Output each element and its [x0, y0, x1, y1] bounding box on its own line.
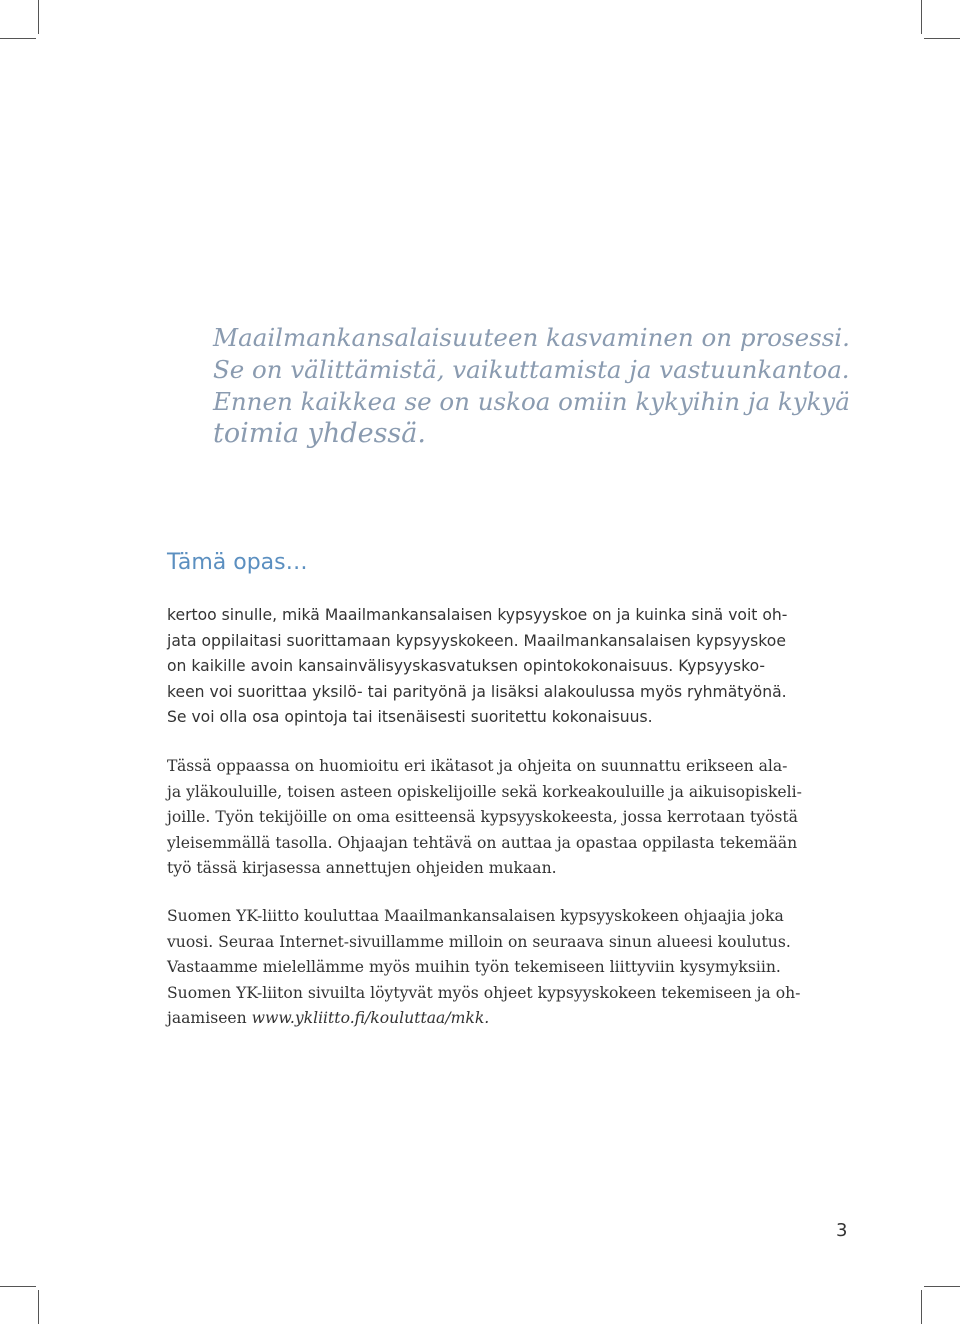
crop-mark-top-left-horizontal	[0, 38, 36, 39]
crop-mark-top-left-vertical	[38, 0, 39, 34]
paragraph-last-line	[167, 1006, 821, 1032]
crop-mark-top-right-horizontal	[924, 38, 960, 39]
paragraph-line: Se voi olla osa opintoja tai itsenäisesti suoritettu kokonaisuus.	[167, 708, 653, 726]
website-link[interactable]: www.ykliitto.fi/kouluttaa/mkk.	[251, 1009, 490, 1027]
paragraph-line: Tässä oppaassa on huomioitu eri ikätasot ja ohjeita on suunnattu erikseen ala-	[167, 757, 788, 775]
crop-mark-top-right-vertical	[921, 0, 922, 34]
paragraph-training	[167, 904, 821, 1032]
paragraph-line: työ tässä kirjasessa annettujen ohjeiden mukaan.	[167, 859, 557, 877]
quote-line: Maailmankansalaisuuteen kasvaminen on prosessi.	[213, 323, 850, 352]
section-heading: Tämä opas…	[167, 550, 308, 575]
paragraph-line: vuosi. Seuraa Internet-sivuillamme milloin on seuraava sinun alueesi koulutus.	[167, 932, 791, 951]
paragraph-line: ja yläkouluille, toisen asteen opiskelijoille sekä korkeakouluille ja aikuisopiskeli-	[167, 782, 802, 801]
crop-mark-bottom-right-horizontal	[924, 1286, 960, 1287]
paragraph-line: on kaikille avoin kansainvälisyyskasvatuksen opintokokonaisuus. Kypsyysko-	[167, 657, 766, 675]
paragraph-line: jata oppilaitasi suorittamaan kypsyyskokeen. Maailmankansalaisen kypsyyskoe	[167, 631, 786, 650]
quote-line: toimia yhdessä.	[213, 418, 426, 449]
paragraph-line: keen voi suorittaa yksilö- tai parityönä ja lisäksi alakoulussa myös ryhmätyönä.	[167, 682, 787, 701]
crop-mark-bottom-left-horizontal	[0, 1286, 36, 1287]
paragraph-line: Suomen YK-liitto kouluttaa Maailmankansalaisen kypsyyskokeen ohjaajia joka	[167, 907, 784, 925]
paragraph-line: joille. Työn tekijöille on oma esitteensä kypsyyskokeesta, jossa kerrotaan työstä	[167, 808, 798, 826]
intro-quote	[213, 322, 853, 450]
paragraph-line: kertoo sinulle, mikä Maailmankansalaisen kypsyyskoe on ja kuinka sinä voit oh-	[167, 606, 788, 624]
paragraph-line: Suomen YK-liiton sivuilta löytyvät myös ohjeet kypsyyskokeen tekemiseen ja oh-	[167, 983, 801, 1002]
paragraph-line: yleisemmällä tasolla. Ohjaajan tehtävä on auttaa ja opastaa oppilasta tekemään	[167, 833, 798, 852]
quote-line: Se on välittämistä, vaikuttamista ja vastuunkantoa.	[213, 355, 850, 384]
quote-line: Ennen kaikkea se on uskoa omiin kykyihin ja kykyä	[213, 387, 850, 416]
paragraph-text: jaamiseen	[167, 1009, 252, 1027]
crop-mark-bottom-right-vertical	[921, 1290, 922, 1324]
paragraph-intro	[167, 603, 821, 731]
paragraph-age-levels	[167, 754, 821, 882]
page-number: 3	[836, 1220, 848, 1241]
crop-mark-bottom-left-vertical	[38, 1290, 39, 1324]
paragraph-line: Vastaamme mielellämme myös muihin työn tekemiseen liittyviin kysymyksiin.	[167, 958, 781, 976]
